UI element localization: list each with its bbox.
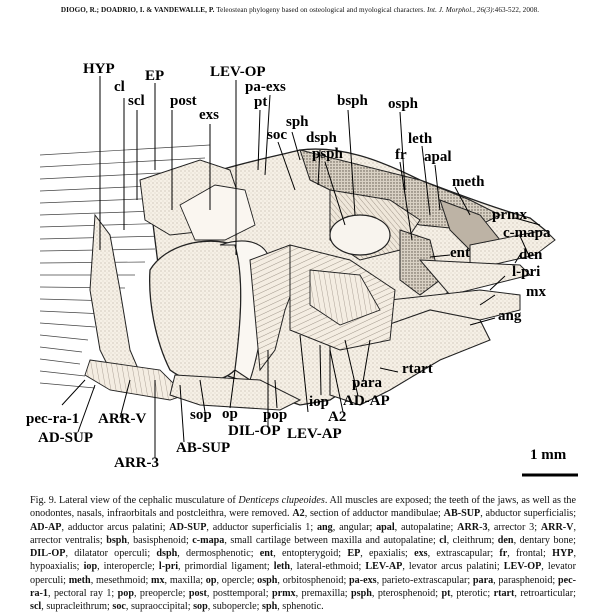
abbr-definition: , mesethmoid; bbox=[90, 574, 152, 586]
label-sph: sph bbox=[286, 114, 309, 130]
abbr-definition: , frontal; bbox=[507, 548, 553, 560]
caption-rest-intro: . All muscles are exposed; the teeth of the jaws, as well as the onodontes, nasals, infraorbitals and postcleithra, were removed. bbox=[30, 495, 576, 520]
abbr-definition: , pectoral ray 1; bbox=[48, 588, 118, 600]
abbr-definition: , extrascapular; bbox=[427, 548, 500, 560]
abbr-term: sop bbox=[193, 601, 208, 613]
abbr-term: ARR-V bbox=[540, 521, 574, 533]
label-ARR-3: ARR-3 bbox=[114, 455, 159, 471]
label-scl: scl bbox=[128, 93, 145, 109]
abbr-definition: , posttemporal; bbox=[206, 588, 272, 600]
abbr-term: pop bbox=[117, 588, 134, 600]
scale-bar-label: 1 mm bbox=[530, 447, 567, 463]
abbr-term: ent bbox=[259, 548, 274, 560]
abbr-definition: , small cartilage between maxilla and autopalatine; bbox=[224, 534, 440, 546]
label-pa-exs: pa-exs bbox=[245, 79, 286, 95]
label-AB-SUP: AB-SUP bbox=[176, 440, 231, 456]
abbr-term: dsph bbox=[156, 548, 178, 560]
label-EP: EP bbox=[145, 68, 165, 84]
abbr-definition: , maxilla; bbox=[164, 574, 206, 586]
abbr-definition: , basisphenoid; bbox=[127, 534, 193, 546]
abbr-definition: , preopercle; bbox=[133, 588, 189, 600]
abbr-term: osph bbox=[257, 574, 278, 586]
abbr-term: fr bbox=[499, 548, 508, 560]
header-volume: 26(3) bbox=[476, 6, 493, 14]
label-op: op bbox=[222, 406, 238, 422]
abbr-definition: , adductor arcus palatini; bbox=[61, 521, 170, 533]
abbr-term: A2 bbox=[292, 508, 305, 520]
caption-abbreviations bbox=[30, 508, 576, 612]
abbr-term: post bbox=[188, 588, 207, 600]
abbr-definition: , hypoaxialis; bbox=[30, 548, 576, 573]
label-AD-SUP: AD-SUP bbox=[38, 430, 93, 446]
abbr-definition: , angular; bbox=[332, 521, 377, 533]
label-dsph: dsph bbox=[306, 130, 337, 146]
abbr-term: iop bbox=[83, 561, 98, 573]
abbr-term: psph bbox=[351, 588, 372, 600]
abbr-term: sph bbox=[262, 601, 278, 613]
abbr-term: LEV-AP bbox=[365, 561, 403, 573]
label-AD-AP: AD-AP bbox=[343, 393, 390, 409]
figure-drawing bbox=[0, 50, 600, 490]
abbr-definition: , pterosphenoid; bbox=[371, 588, 442, 600]
header-authors: DIOGO, R.; DOADRIO, I. & VANDEWALLE, P. bbox=[60, 6, 215, 14]
abbr-definition: , adductor superficialis 1; bbox=[206, 521, 317, 533]
abbr-definition: , arrector ventralis; bbox=[30, 521, 577, 546]
header-title: Teleostean phylogeny based on osteological and myological characters. bbox=[216, 6, 426, 14]
abbr-definition: , sphenotic. bbox=[277, 601, 324, 613]
label-prmx: prmx bbox=[492, 207, 527, 223]
label-pec-ra-1: pec-ra-1 bbox=[26, 411, 80, 427]
label-apal: apal bbox=[424, 149, 452, 165]
abbr-definition: , autopalatine; bbox=[394, 521, 458, 533]
label-ang: ang bbox=[498, 308, 522, 324]
label-LEV-AP: LEV-AP bbox=[287, 426, 342, 442]
abbr-definition: , supracleithrum; bbox=[41, 601, 113, 613]
label-bsph: bsph bbox=[337, 93, 368, 109]
label-ARR-V: ARR-V bbox=[98, 411, 147, 427]
abbr-term: EP bbox=[347, 548, 361, 560]
header-journal: Int. J. Morphol., bbox=[426, 6, 475, 14]
abbr-definition: , pterotic; bbox=[450, 588, 494, 600]
figure-caption bbox=[30, 494, 576, 614]
abbr-term: l-pri bbox=[158, 561, 179, 573]
abbr-definition: , abductor superficialis; bbox=[480, 508, 577, 520]
abbr-definition: , parasphenoid; bbox=[493, 574, 558, 586]
abbr-term: LEV-OP bbox=[503, 561, 542, 573]
label-soc: soc bbox=[267, 127, 287, 143]
label-c-mapa: c-mapa bbox=[503, 225, 551, 241]
label-LEV-OP-top: LEV-OP bbox=[210, 64, 266, 80]
abbr-term: rtart bbox=[493, 588, 515, 600]
abbr-term: prmx bbox=[271, 588, 296, 600]
abbr-term: ARR-3 bbox=[457, 521, 488, 533]
abbr-term: mx bbox=[151, 574, 165, 586]
abbr-definition: , levator arcus palatini; bbox=[402, 561, 504, 573]
abbr-term: AB-SUP bbox=[443, 508, 481, 520]
label-sop: sop bbox=[190, 407, 212, 423]
abbr-definition: , dilatator operculi; bbox=[65, 548, 157, 560]
abbr-term: AD-SUP bbox=[169, 521, 207, 533]
abbr-term: pec-ra-1 bbox=[30, 574, 576, 600]
abbr-definition: , opercle; bbox=[216, 574, 258, 586]
abbr-term: scl bbox=[30, 601, 42, 613]
label-rtart: rtart bbox=[402, 361, 433, 377]
label-fr: fr bbox=[395, 147, 407, 163]
label-psph: psph bbox=[312, 146, 343, 162]
running-header bbox=[0, 6, 600, 14]
abbr-term: AD-AP bbox=[30, 521, 62, 533]
abbr-definition: , dermosphenotic; bbox=[177, 548, 260, 560]
label-cl: cl bbox=[114, 79, 125, 95]
abbr-term: pa-exs bbox=[349, 574, 377, 586]
abbr-definition: , lateral-ethmoid; bbox=[290, 561, 366, 573]
abbr-definition: , interopercle; bbox=[97, 561, 159, 573]
abbr-term: meth bbox=[68, 574, 91, 586]
abbr-definition: , premaxilla; bbox=[295, 588, 352, 600]
abbr-term: op bbox=[205, 574, 217, 586]
abbr-term: HYP bbox=[552, 548, 574, 560]
label-A2: A2 bbox=[328, 409, 347, 425]
abbr-definition: , primordial ligament; bbox=[178, 561, 274, 573]
abbr-term: leth bbox=[273, 561, 291, 573]
abbr-term: den bbox=[497, 534, 514, 546]
abbr-definition: , entopterygoid; bbox=[273, 548, 348, 560]
label-osph: osph bbox=[388, 96, 419, 112]
abbr-term: soc bbox=[112, 601, 126, 613]
caption-intro: Lateral view of the cephalic musculature of bbox=[58, 495, 236, 506]
abbr-term: cl bbox=[439, 534, 447, 546]
abbr-definition: , cleithrum; bbox=[446, 534, 498, 546]
abbr-term: para bbox=[472, 574, 494, 586]
label-mx: mx bbox=[526, 284, 546, 300]
label-l-pri: l-pri bbox=[512, 264, 541, 280]
label-leth: leth bbox=[408, 131, 433, 147]
label-pop: pop bbox=[263, 407, 288, 423]
caption-species: Denticeps clupeoides bbox=[238, 495, 325, 506]
abbr-definition: , levator operculi; bbox=[30, 561, 576, 586]
abbr-term: c-mapa bbox=[192, 534, 225, 546]
label-HYP: HYP bbox=[83, 61, 115, 77]
abbr-term: pt bbox=[441, 588, 451, 600]
label-pt: pt bbox=[254, 94, 268, 110]
abbr-term: apal bbox=[376, 521, 395, 533]
abbr-definition: , orbitosphenoid; bbox=[277, 574, 350, 586]
abbr-definition: , arrector 3; bbox=[487, 521, 541, 533]
abbr-definition: , subopercle; bbox=[207, 601, 262, 613]
label-meth: meth bbox=[452, 174, 485, 190]
abbr-definition: , retroarticular; bbox=[514, 588, 576, 600]
caption-fig-label: Fig. 9. bbox=[30, 495, 57, 506]
abbr-definition: , parieto-extrascapular; bbox=[376, 574, 473, 586]
abbr-definition: , epaxialis; bbox=[360, 548, 415, 560]
label-ent: ent bbox=[450, 245, 470, 261]
opercle bbox=[150, 241, 241, 381]
label-exs: exs bbox=[199, 107, 219, 123]
label-iop: iop bbox=[309, 394, 330, 410]
label-post: post bbox=[170, 93, 197, 109]
abbr-term: DIL-OP bbox=[30, 548, 66, 560]
abbr-term: exs bbox=[414, 548, 428, 560]
label-DIL-OP: DIL-OP bbox=[228, 423, 281, 439]
abbr-term: bsph bbox=[106, 534, 128, 546]
label-den: den bbox=[519, 247, 543, 263]
abbr-definition: , section of adductor mandibulae; bbox=[304, 508, 444, 520]
abbr-definition: , dentary bone; bbox=[513, 534, 576, 546]
header-pages: :463-522, 2008. bbox=[492, 6, 540, 14]
abbr-definition: , supraoccipital; bbox=[125, 601, 194, 613]
label-para: para bbox=[352, 375, 382, 391]
abbr-term: ang bbox=[316, 521, 333, 533]
